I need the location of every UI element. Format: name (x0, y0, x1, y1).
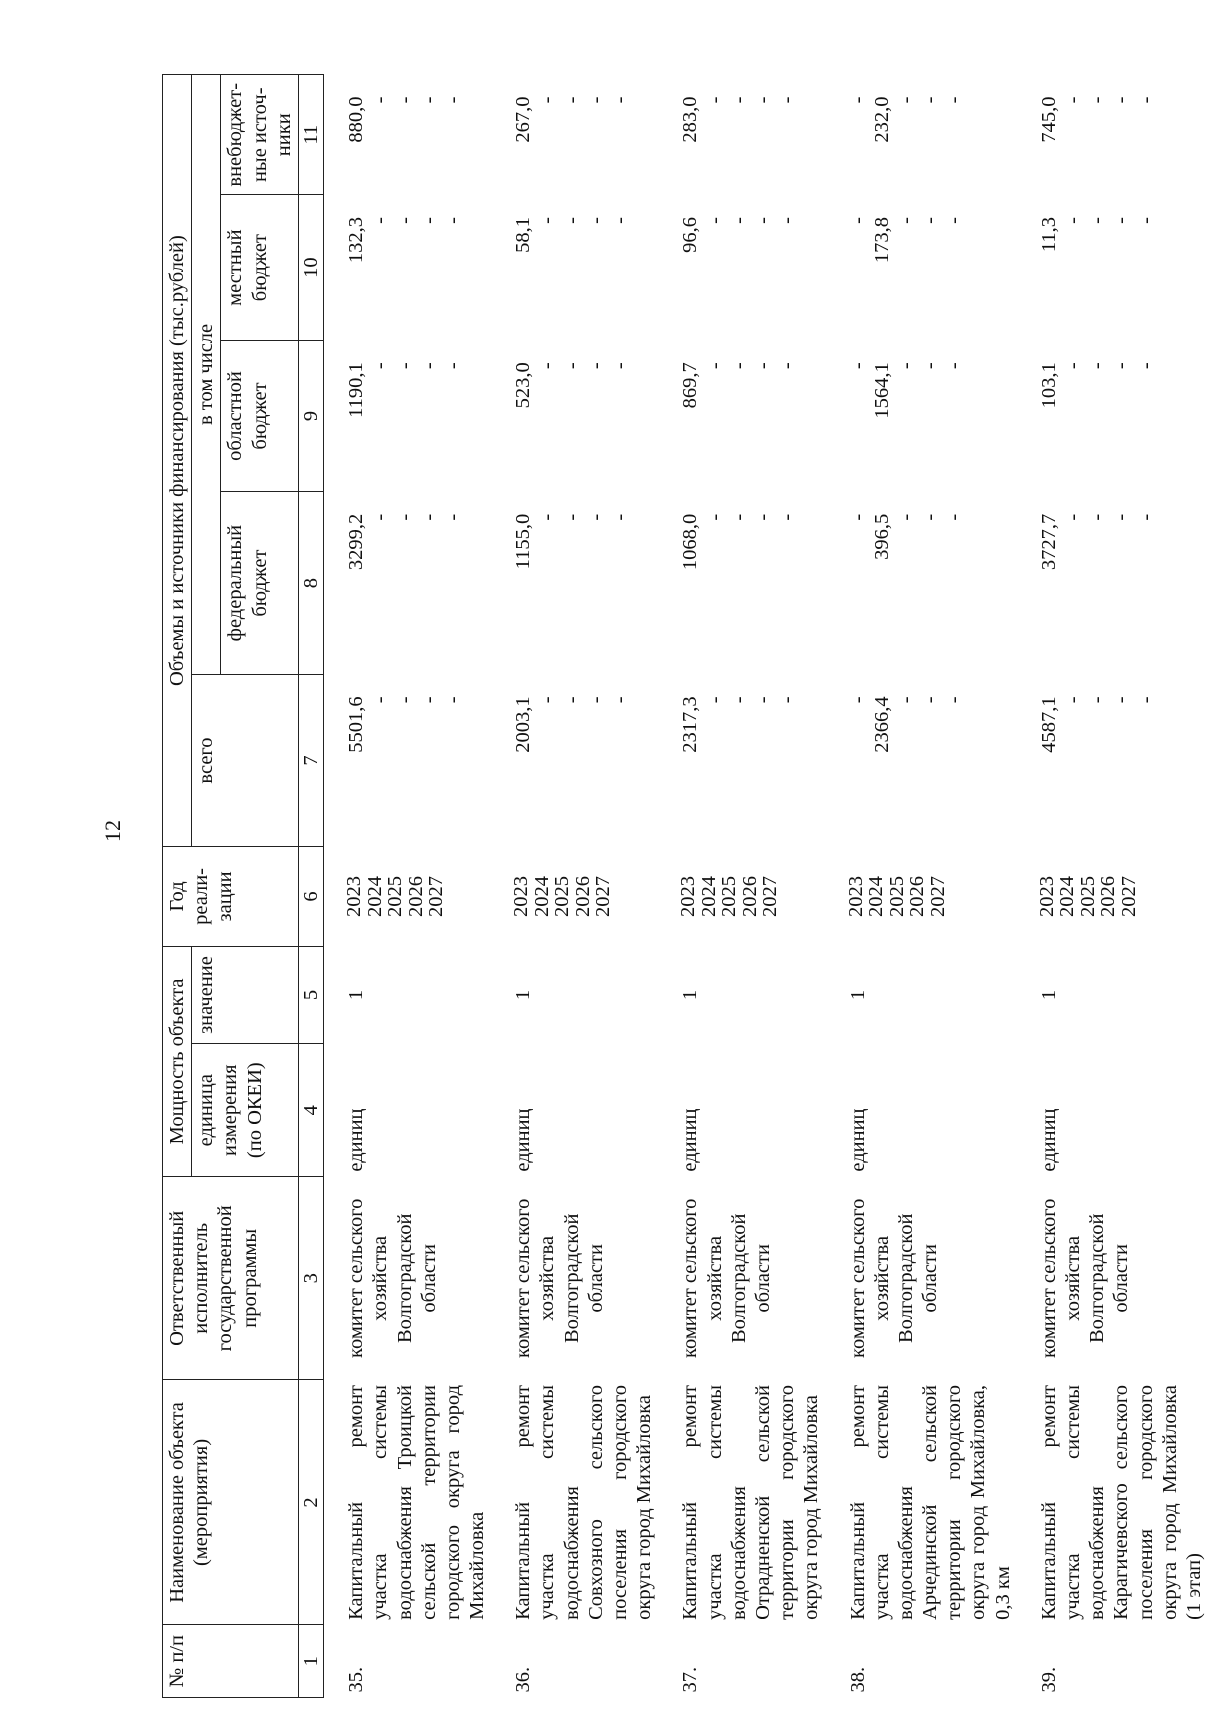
federal-amount: - (846, 513, 869, 521)
total-amount: 5501,6 (345, 696, 368, 753)
extrabudget-amount: 232,0 (870, 96, 893, 143)
column-number: 2 (298, 1380, 323, 1625)
year: 2024 (530, 875, 553, 917)
column-number: 4 (298, 1044, 323, 1177)
local-amount: 11,3 (1037, 217, 1060, 253)
extrabudget-amount: - (1062, 96, 1084, 104)
extrabudget-amount: - (894, 96, 917, 104)
row-number: 38. (846, 1666, 869, 1693)
year: 2026 (738, 875, 761, 917)
row-spacer-cell (1017, 75, 1035, 1698)
unit: единиц (512, 1108, 535, 1172)
capacity-value: 1 (679, 989, 702, 1001)
capacity-value: 1 (846, 989, 869, 1001)
header-executor: Ответственный исполнитель государственной программы (163, 1177, 299, 1380)
federal-amount: - (609, 513, 631, 521)
extrabudget-amount: - (846, 96, 869, 104)
regional-amount: 523,0 (512, 362, 535, 409)
year: 2024 (1056, 875, 1079, 917)
object-name: Капитальный ремонт участка системы водоснабжения Троицкой сельской территории городского округа город Михайловка (345, 1384, 489, 1620)
local-amount: - (703, 217, 726, 224)
local-amount: - (1110, 217, 1133, 224)
column-number: 6 (298, 847, 323, 947)
total-amount: 2003,1 (512, 696, 535, 753)
local-amount: - (417, 217, 440, 224)
total-amount: - (919, 696, 942, 704)
regional-amount: - (727, 362, 750, 370)
year: 2025 (551, 875, 574, 917)
regional-amount: 869,7 (679, 362, 702, 409)
federal-amount: - (727, 513, 750, 521)
regional-amount: - (776, 362, 799, 370)
regional-amount: - (536, 362, 559, 370)
header-finance-group: Объемы и источники финансирования (тыс.рублей) (163, 75, 192, 847)
row-spacer (826, 75, 844, 1698)
header-extrabudget: внебюджет- ные источ- ники (221, 75, 299, 196)
total-amount: - (943, 696, 966, 704)
local-amount-cell (844, 195, 1017, 340)
local-amount: - (536, 217, 559, 224)
local-amount-cell (342, 195, 491, 340)
header-object-name: Наименование объекта (мероприятия) (163, 1380, 299, 1625)
federal-amount: 396,5 (870, 513, 893, 560)
total-amount: - (1062, 696, 1084, 704)
federal-amount: - (703, 513, 726, 521)
local-amount: - (943, 217, 966, 224)
extrabudget-amount: - (393, 96, 416, 104)
federal-amount: - (943, 513, 966, 521)
extrabudget-amount: - (441, 96, 464, 104)
capacity-value: 1 (345, 989, 368, 1001)
total-amount: - (776, 696, 799, 704)
federal-amount: - (919, 513, 942, 521)
local-amount: - (776, 217, 799, 224)
extrabudget-amount: - (417, 96, 440, 104)
total-amount: - (393, 696, 416, 704)
total-amount-cell (342, 674, 491, 846)
total-amount-cell (676, 674, 825, 846)
object-name: Капитальный ремонт участка системы водоснабжения Совхозного сельского поселения городского округа город Михайловка (512, 1384, 656, 1620)
federal-amount: - (393, 513, 416, 521)
extrabudget-amount: - (751, 96, 774, 104)
year-cell (342, 847, 491, 947)
regional-amount: 103,1 (1037, 362, 1060, 409)
extrabudget-amount: - (1134, 96, 1157, 104)
local-amount: - (369, 217, 392, 224)
year: 2025 (1076, 875, 1099, 917)
federal-amount-cell (509, 492, 658, 675)
column-number: 1 (298, 1625, 323, 1698)
regional-amount: 1190,1 (345, 362, 368, 418)
federal-amount: - (1110, 513, 1133, 521)
capacity-value: 1 (1037, 989, 1060, 1001)
row-number: 35. (345, 1666, 368, 1693)
total-amount: - (441, 696, 464, 704)
year: 2026 (906, 875, 928, 917)
federal-amount: - (1062, 513, 1084, 521)
year-cell (844, 847, 1017, 947)
federal-amount: 1155,0 (512, 513, 535, 570)
local-amount: - (1086, 217, 1109, 224)
local-amount: 58,1 (512, 217, 535, 253)
federal-amount: - (441, 513, 464, 521)
regional-amount: - (1062, 362, 1084, 370)
total-amount: - (894, 696, 917, 704)
year: 2024 (865, 875, 887, 917)
year: 2026 (404, 875, 427, 917)
regional-amount-cell (342, 340, 491, 492)
year: 2023 (844, 875, 867, 917)
table-body (324, 75, 1208, 1698)
regional-amount: - (894, 362, 917, 370)
extrabudget-amount-cell (844, 75, 1017, 196)
local-amount: - (919, 217, 942, 224)
unit: единиц (1037, 1108, 1060, 1172)
local-amount: - (1134, 217, 1157, 224)
object-name: Капитальный ремонт участка системы водоснабжения Отрадненской сельской территории городского округа город Михайловка (679, 1384, 823, 1620)
year-cell (1035, 847, 1208, 947)
regional-amount: - (1086, 362, 1109, 370)
year-cell (509, 847, 658, 947)
extrabudget-amount-cell (342, 75, 491, 196)
regional-amount-cell (1035, 340, 1208, 492)
table-row (676, 75, 825, 1698)
total-amount: - (609, 696, 631, 704)
header-value: значение (192, 946, 299, 1044)
column-number: 9 (298, 340, 323, 492)
extrabudget-amount-cell (509, 75, 658, 196)
local-amount: - (584, 217, 607, 224)
extrabudget-amount: 745,0 (1037, 96, 1060, 143)
federal-amount: - (369, 513, 392, 521)
header-num: № п/п (163, 1625, 299, 1698)
regional-amount: 1564,1 (870, 362, 893, 419)
local-amount-cell (1035, 195, 1208, 340)
regional-amount: - (393, 362, 416, 370)
extrabudget-amount: - (560, 96, 583, 104)
year: 2027 (926, 875, 949, 917)
table-row (509, 75, 658, 1698)
year: 2027 (759, 875, 782, 917)
year-cell (676, 847, 825, 947)
object-name: Капитальный ремонт участка системы водоснабжения Карагичевского сельского поселения городского округа город Михайловка (1 этап) (1037, 1384, 1205, 1620)
header-including: в том числе (192, 75, 221, 675)
local-amount: - (441, 217, 464, 224)
table-row (1035, 75, 1208, 1698)
local-amount: 173,8 (870, 217, 893, 264)
regional-amount-cell (676, 340, 825, 492)
federal-amount: - (1134, 513, 1157, 521)
row-spacer (491, 75, 509, 1698)
executor: комитет сельского хозяйства Волгоградской области (846, 1198, 942, 1358)
header-regional: областной бюджет (221, 340, 299, 492)
year: 2023 (510, 875, 533, 917)
page-number: 12 (100, 820, 125, 842)
executor: комитет сельского хозяйства Волгоградской области (679, 1198, 774, 1358)
year: 2027 (592, 875, 615, 917)
unit: единиц (679, 1108, 702, 1172)
regional-amount: - (441, 362, 464, 370)
total-amount: - (417, 696, 440, 704)
local-amount: - (751, 217, 774, 224)
year: 2026 (571, 875, 594, 917)
local-amount: 96,6 (679, 217, 702, 253)
column-number: 11 (298, 75, 323, 196)
total-amount: - (846, 696, 869, 704)
total-amount: - (584, 696, 607, 704)
row-spacer-cell (826, 75, 844, 1698)
total-amount: - (1086, 696, 1109, 704)
row-spacer-cell (324, 75, 343, 1698)
local-amount: - (560, 217, 583, 224)
federal-amount: 3299,2 (345, 513, 368, 571)
financing-table (162, 74, 1208, 1698)
federal-amount: - (584, 513, 607, 521)
federal-amount: - (894, 513, 917, 521)
federal-amount-cell (1035, 492, 1208, 675)
total-amount: - (1110, 696, 1133, 704)
column-number: 8 (298, 492, 323, 675)
extrabudget-amount: - (776, 96, 799, 104)
regional-amount: - (560, 362, 583, 370)
row-number: 37. (679, 1666, 702, 1693)
table-row (342, 75, 491, 1698)
extrabudget-amount: 880,0 (345, 96, 368, 143)
total-amount: - (369, 696, 392, 704)
extrabudget-amount: - (1110, 96, 1133, 104)
extrabudget-amount: - (703, 96, 726, 104)
regional-amount: - (609, 362, 631, 370)
total-amount-cell (844, 674, 1017, 846)
extrabudget-amount-cell (1035, 75, 1208, 196)
row-number: 36. (512, 1666, 535, 1693)
year: 2027 (1117, 875, 1140, 917)
regional-amount: - (919, 362, 942, 370)
total-amount: - (560, 696, 583, 704)
table-header (163, 75, 324, 1698)
extrabudget-amount: - (609, 96, 631, 104)
year: 2026 (1097, 875, 1120, 917)
year: 2023 (343, 875, 366, 917)
federal-amount-cell (844, 492, 1017, 675)
extrabudget-amount: 267,0 (512, 96, 535, 143)
total-amount-cell (509, 674, 658, 846)
header-power-group: Мощность объекта (163, 946, 192, 1176)
extrabudget-amount: - (369, 96, 392, 104)
executor: комитет сельского хозяйства Волгоградской области (512, 1198, 607, 1358)
column-number: 7 (298, 674, 323, 846)
federal-amount: - (776, 513, 799, 521)
local-amount: - (609, 217, 631, 224)
total-amount: - (703, 696, 726, 704)
column-number: 10 (298, 195, 323, 340)
row-spacer (1017, 75, 1035, 1698)
rotated-page-content (162, 74, 1205, 1698)
extrabudget-amount: - (584, 96, 607, 104)
federal-amount-cell (342, 492, 491, 675)
local-amount: - (727, 217, 750, 224)
extrabudget-amount: - (943, 96, 966, 104)
regional-amount: - (369, 362, 392, 370)
year: 2025 (384, 875, 407, 917)
regional-amount-cell (509, 340, 658, 492)
federal-amount: 1068,0 (679, 513, 702, 571)
extrabudget-amount: - (536, 96, 559, 104)
federal-amount-cell (676, 492, 825, 675)
federal-amount: - (1086, 513, 1109, 521)
row-spacer (658, 75, 676, 1698)
header-federal: федеральный бюджет (221, 492, 299, 675)
extrabudget-amount: 283,0 (679, 96, 702, 143)
extrabudget-amount-cell (676, 75, 825, 196)
column-numbers-row (298, 75, 323, 1698)
total-amount: - (536, 696, 559, 704)
capacity-value: 1 (512, 989, 535, 1001)
extrabudget-amount: - (1086, 96, 1109, 104)
header-total: всего (192, 674, 299, 846)
year: 2025 (885, 875, 908, 917)
total-amount: - (727, 696, 750, 704)
regional-amount: - (751, 362, 774, 370)
regional-amount: - (1110, 362, 1133, 370)
executor: комитет сельского хозяйства Волгоградской области (345, 1198, 440, 1358)
row-spacer (324, 75, 343, 1698)
local-amount: 132,3 (345, 217, 368, 264)
federal-amount: - (536, 513, 559, 521)
header-unit: единица измерения (по ОКЕИ) (192, 1044, 299, 1177)
local-amount-cell (676, 195, 825, 340)
object-name: Капитальный ремонт участка системы водоснабжения Арчединской сельской территории городского округа город Михайловка, 0,3 км (846, 1384, 1014, 1620)
extrabudget-amount: - (727, 96, 750, 104)
regional-amount: - (584, 362, 607, 370)
regional-amount: - (846, 362, 869, 370)
regional-amount: - (1134, 362, 1157, 370)
row-spacer-cell (491, 75, 509, 1698)
table-row (844, 75, 1017, 1698)
year: 2023 (1035, 875, 1058, 917)
column-number: 5 (298, 946, 323, 1044)
local-amount: - (393, 217, 416, 224)
federal-amount: - (751, 513, 774, 521)
local-amount: - (1062, 217, 1084, 224)
regional-amount: - (703, 362, 726, 370)
total-amount: 2317,3 (679, 696, 702, 753)
row-spacer-cell (658, 75, 676, 1698)
local-amount: - (894, 217, 917, 224)
row-number: 39. (1037, 1666, 1060, 1693)
year: 2024 (363, 875, 386, 917)
year: 2027 (425, 875, 448, 917)
federal-amount: 3727,7 (1037, 513, 1060, 571)
total-amount: - (1134, 696, 1157, 704)
executor: комитет сельского хозяйства Волгоградской области (1037, 1198, 1133, 1358)
total-amount: - (751, 696, 774, 704)
header-local: местный бюджет (221, 195, 299, 340)
federal-amount: - (560, 513, 583, 521)
unit: единиц (345, 1108, 368, 1172)
federal-amount: - (417, 513, 440, 521)
header-year: Год реали- зации (163, 847, 299, 947)
year: 2023 (677, 875, 700, 917)
extrabudget-amount: - (919, 96, 942, 104)
total-amount-cell (1035, 674, 1208, 846)
regional-amount: - (417, 362, 440, 370)
total-amount: 2366,4 (870, 696, 893, 753)
column-number: 3 (298, 1177, 323, 1380)
regional-amount-cell (844, 340, 1017, 492)
local-amount-cell (509, 195, 658, 340)
year: 2024 (697, 875, 720, 917)
total-amount: 4587,1 (1037, 696, 1060, 753)
year: 2025 (718, 875, 741, 917)
unit: единиц (846, 1108, 869, 1172)
regional-amount: - (943, 362, 966, 370)
local-amount: - (846, 217, 869, 224)
